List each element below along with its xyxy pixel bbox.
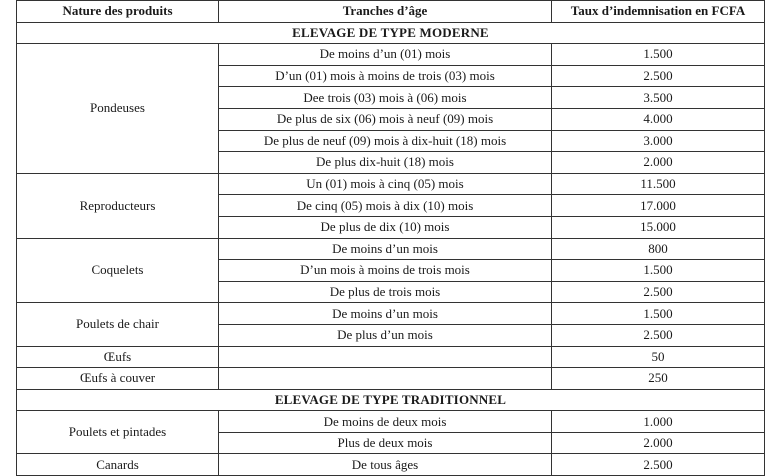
rate-cell: 250 bbox=[552, 368, 765, 390]
age-range-cell: De moins de deux mois bbox=[219, 411, 552, 433]
age-range-cell: De plus de dix (10) mois bbox=[219, 216, 552, 238]
table-row bbox=[17, 303, 765, 325]
rate-cell: 17.000 bbox=[552, 195, 765, 217]
age-range-cell: De plus dix-huit (18) mois bbox=[219, 152, 552, 174]
rate-cell: 1.500 bbox=[552, 44, 765, 66]
rate-cell: 2.500 bbox=[552, 454, 765, 476]
age-range-cell: Dee trois (03) mois à (06) mois bbox=[219, 87, 552, 109]
header-rate: Taux d’indemnisation en FCFA bbox=[552, 1, 765, 23]
product-cell: Canards bbox=[17, 454, 219, 476]
age-range-cell: De plus de trois mois bbox=[219, 281, 552, 303]
table-row bbox=[17, 173, 765, 195]
rate-cell: 1.000 bbox=[552, 411, 765, 433]
product-cell: Reproducteurs bbox=[17, 173, 219, 238]
age-range-cell bbox=[219, 368, 552, 390]
product-cell: Œufs bbox=[17, 346, 219, 368]
table-row bbox=[17, 368, 765, 390]
rate-cell: 2.000 bbox=[552, 152, 765, 174]
age-range-cell: De moins d’un mois bbox=[219, 238, 552, 260]
header-row bbox=[17, 1, 765, 23]
table-row bbox=[17, 346, 765, 368]
age-range-cell bbox=[219, 346, 552, 368]
age-range-cell: De plus d’un mois bbox=[219, 324, 552, 346]
section-title: ELEVAGE DE TYPE TRADITIONNEL bbox=[17, 389, 765, 411]
table-row bbox=[17, 44, 765, 66]
header-age-range: Tranches d’âge bbox=[219, 1, 552, 23]
product-cell: Pondeuses bbox=[17, 44, 219, 174]
header-product: Nature des produits bbox=[17, 1, 219, 23]
age-range-cell: De plus de neuf (09) mois à dix-huit (18) mois bbox=[219, 130, 552, 152]
rate-cell: 2.500 bbox=[552, 65, 765, 87]
rate-cell: 3.000 bbox=[552, 130, 765, 152]
product-cell: Poulets de chair bbox=[17, 303, 219, 346]
product-cell: Œufs à couver bbox=[17, 368, 219, 390]
rate-cell: 4.000 bbox=[552, 108, 765, 130]
product-cell: Poulets et pintades bbox=[17, 411, 219, 454]
age-range-cell: De cinq (05) mois à dix (10) mois bbox=[219, 195, 552, 217]
section-title: ELEVAGE DE TYPE MODERNE bbox=[17, 22, 765, 44]
rate-cell: 3.500 bbox=[552, 87, 765, 109]
age-range-cell: Un (01) mois à cinq (05) mois bbox=[219, 173, 552, 195]
rate-cell: 800 bbox=[552, 238, 765, 260]
rate-cell: 50 bbox=[552, 346, 765, 368]
rate-cell: 11.500 bbox=[552, 173, 765, 195]
section-row bbox=[17, 22, 765, 44]
rate-cell: 1.500 bbox=[552, 260, 765, 282]
section-row bbox=[17, 389, 765, 411]
age-range-cell: Plus de deux mois bbox=[219, 432, 552, 454]
age-range-cell: De moins d’un (01) mois bbox=[219, 44, 552, 66]
product-cell: Coquelets bbox=[17, 238, 219, 303]
indemnity-rate-table bbox=[16, 0, 765, 476]
rate-cell: 15.000 bbox=[552, 216, 765, 238]
table-row bbox=[17, 238, 765, 260]
rate-cell: 2.000 bbox=[552, 432, 765, 454]
table-row bbox=[17, 454, 765, 476]
age-range-cell: D’un mois à moins de trois mois bbox=[219, 260, 552, 282]
age-range-cell: De moins d’un mois bbox=[219, 303, 552, 325]
rate-cell: 2.500 bbox=[552, 281, 765, 303]
rate-cell: 1.500 bbox=[552, 303, 765, 325]
rate-cell: 2.500 bbox=[552, 324, 765, 346]
age-range-cell: De plus de six (06) mois à neuf (09) mois bbox=[219, 108, 552, 130]
age-range-cell: D’un (01) mois à moins de trois (03) mois bbox=[219, 65, 552, 87]
table-row bbox=[17, 411, 765, 433]
table-body bbox=[17, 22, 765, 475]
age-range-cell: De tous âges bbox=[219, 454, 552, 476]
